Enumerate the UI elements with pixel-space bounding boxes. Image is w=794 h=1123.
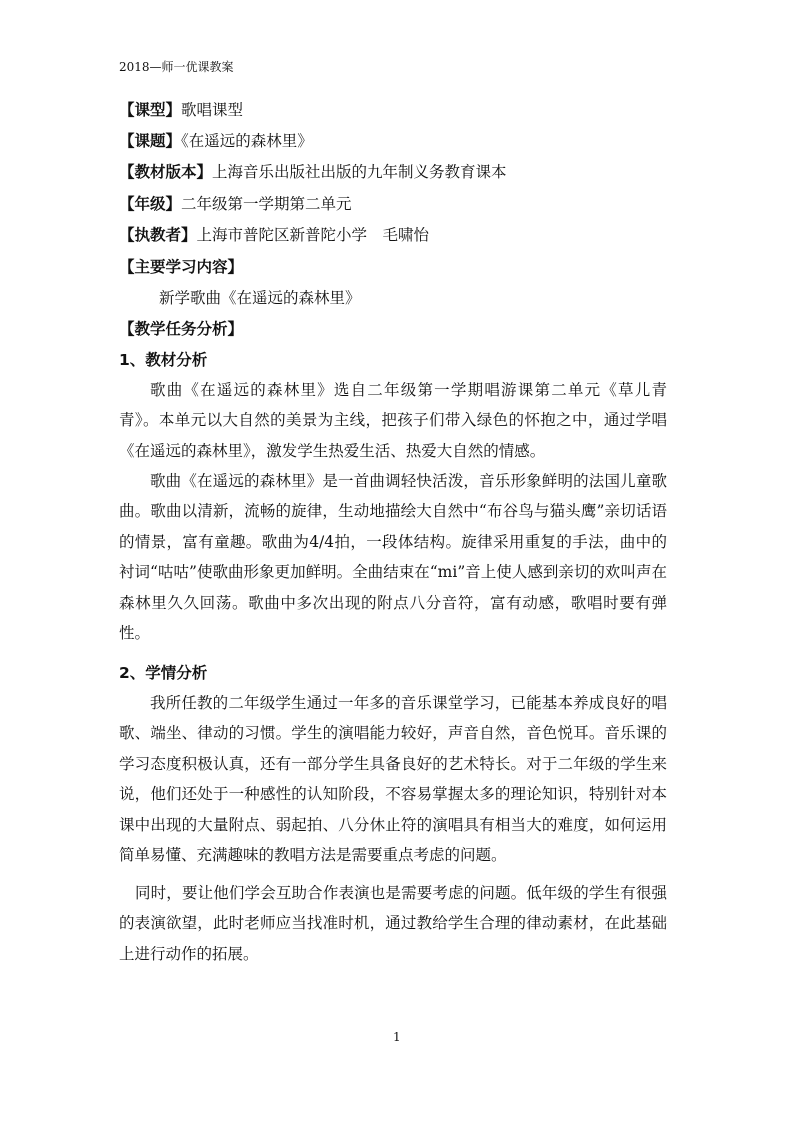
field-topic <box>119 131 313 151</box>
field-teacher <box>119 225 429 245</box>
field-edition <box>119 162 507 182</box>
task-analysis-heading: 【教学任务分析】 <box>119 320 244 338</box>
field-grade <box>119 194 352 214</box>
section2-paragraph-1: 我所任教的二年级学生通过一年多的音乐课堂学习，已能基本养成良好的唱歌、端坐、律动的习惯。学生的演唱能力较好，声音自然，音色悦耳。音乐课的学习态度积极认真，还有一部分学生具备良好的艺术特长。对于二年级的学生来说，他们还处于一种感性的认知阶段，不容易掌握太多的理论知识，特别针对本课中出现的大量附点、弱起拍、八分休止符的演唱具有相当大的难度，如何运用简单易懂、充满趣味的教唱方法是需要重点考虑的问题。 <box>119 694 667 865</box>
teacher-label: 【执教者】 <box>119 226 197 244</box>
topic-label: 【课题】 <box>119 132 182 150</box>
page-header: 2018—师一优课教案 <box>119 60 234 74</box>
section2-paragraph-2: 同时，要让他们学会互助合作表演也是需要考虑的问题。低年级的学生有很强的表演欲望，此时老师应当找准时机，通过教给学生合理的律动素材，在此基础上进行动作的拓展。 <box>119 884 667 963</box>
section2-title: 2、学情分析 <box>119 664 208 682</box>
main-content-heading: 【主要学习内容】 <box>119 258 244 276</box>
section1-title: 1、教材分析 <box>119 351 208 369</box>
edition-label: 【教材版本】 <box>119 163 213 181</box>
page-number: 1 <box>393 1030 401 1044</box>
grade-label: 【年级】 <box>119 195 182 213</box>
topic-value: 《在遥远的森林里》 <box>181 132 313 150</box>
field-type <box>119 100 243 120</box>
grade-value: 二年级第一学期第二单元 <box>181 195 352 213</box>
section1-paragraph-2: 歌曲《在遥远的森林里》是一首曲调轻快活泼，音乐形象鲜明的法国儿童歌曲。歌曲以清新，流畅的旋律，生动地描绘大自然中“布谷鸟与猫头鹰”亲切话语的情景，富有童趣。歌曲为4/4拍，一段体结构。旋律采用重复的手法，曲中的衬词“咕咕”使歌曲形象更加鲜明。全曲结束在“mi”音上使人感到亲切的欢叫声在森林里久久回荡。歌曲中多次出现的附点八分音符，富有动感，歌唱时要有弹性。 <box>119 472 667 643</box>
main-content-text: 新学歌曲《在遥远的森林里》 <box>159 289 361 307</box>
section1-paragraph-1: 歌曲《在遥远的森林里》选自二年级第一学期唱游课第二单元《草儿青青》。本单元以大自然的美景为主线，把孩子们带入绿色的怀抱之中，通过学唱《在遥远的森林里》，激发学生热爱生活、热爱大自然的情感。 <box>119 381 667 460</box>
type-value: 歌唱课型 <box>181 101 244 119</box>
type-label: 【课型】 <box>119 101 182 119</box>
edition-value: 上海音乐出版社出版的九年制义务教育课本 <box>212 163 507 181</box>
teacher-value: 上海市普陀区新普陀小学 毛啸怡 <box>196 226 430 244</box>
